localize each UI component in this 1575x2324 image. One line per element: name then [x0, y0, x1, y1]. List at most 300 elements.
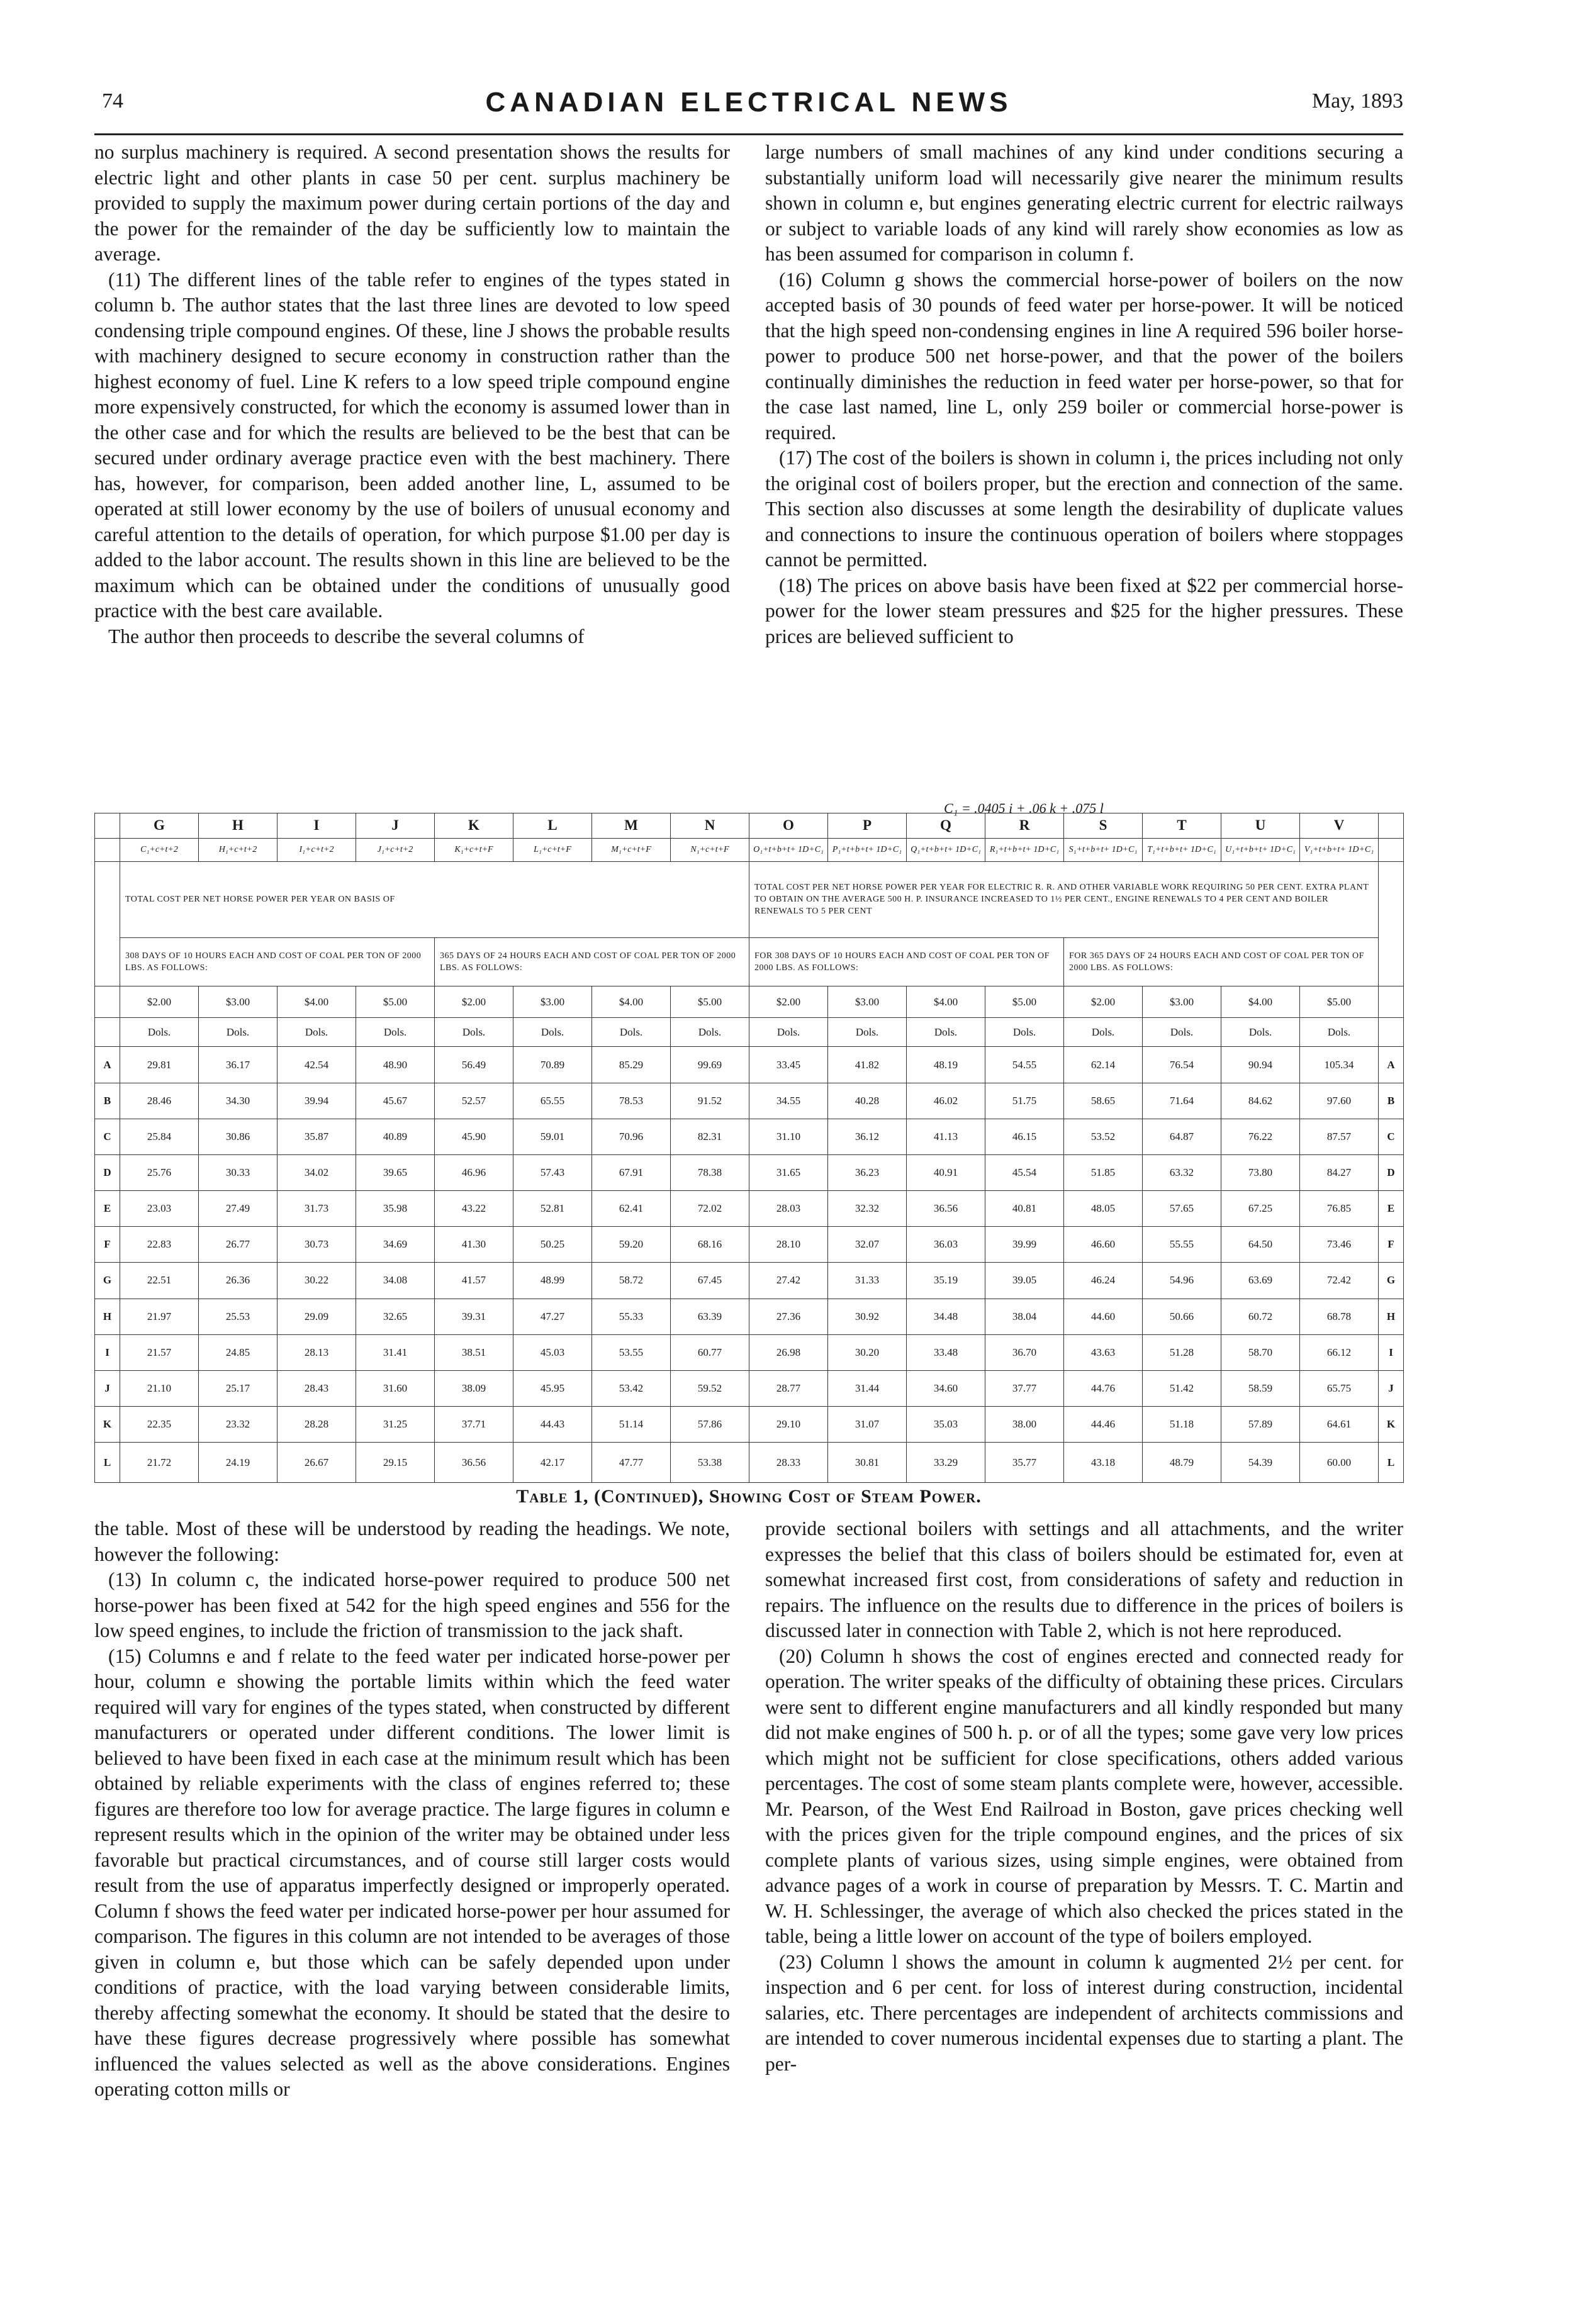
cost-value: 35.19 — [907, 1263, 985, 1299]
column-formula: L₁+c+t+F — [513, 838, 592, 861]
cost-value: 26.98 — [749, 1334, 828, 1370]
row-label: A — [1379, 1047, 1404, 1083]
cost-value: 43.63 — [1064, 1334, 1143, 1370]
cost-value: 48.90 — [356, 1047, 435, 1083]
cost-value: 48.99 — [513, 1263, 592, 1299]
unit-label: Dols. — [1300, 1018, 1379, 1047]
cost-value: 34.02 — [277, 1154, 356, 1190]
row-label: C — [1379, 1119, 1404, 1154]
row-label: I — [95, 1334, 120, 1370]
cost-value: 70.89 — [513, 1047, 592, 1083]
cost-value: 76.22 — [1221, 1119, 1300, 1154]
row-label: C — [95, 1119, 120, 1154]
cost-value: 39.65 — [356, 1154, 435, 1190]
cost-value: 53.42 — [592, 1370, 671, 1406]
cost-value: 59.52 — [671, 1370, 749, 1406]
table-row — [95, 1227, 1404, 1263]
cost-value: 66.12 — [1300, 1334, 1379, 1370]
top-left-column — [94, 140, 730, 649]
subgroup-header: FOR 365 DAYS OF 24 HOURS EACH AND COST OF COAL PER TON OF 2000 LBS. AS FOLLOWS: — [1064, 937, 1379, 986]
cost-value: 64.87 — [1143, 1119, 1221, 1154]
table-row — [95, 1154, 1404, 1190]
steam-cost-table — [94, 813, 1404, 1483]
cost-value: 45.67 — [356, 1083, 435, 1119]
bottom-left-column — [94, 1516, 730, 2103]
row-label: G — [95, 1263, 120, 1299]
cost-value: 70.96 — [592, 1119, 671, 1154]
cost-value: 25.53 — [199, 1299, 277, 1334]
cost-value: 71.64 — [1143, 1083, 1221, 1119]
cost-value: 25.84 — [120, 1119, 199, 1154]
coal-price: $5.00 — [1300, 986, 1379, 1018]
cost-value: 40.91 — [907, 1154, 985, 1190]
cost-value: 46.60 — [1064, 1227, 1143, 1263]
cost-value: 48.79 — [1143, 1443, 1221, 1483]
column-formula: I₁+c+t+2 — [277, 838, 356, 861]
row-label: K — [95, 1407, 120, 1443]
cost-value: 41.30 — [435, 1227, 513, 1263]
cost-value: 60.72 — [1221, 1299, 1300, 1334]
column-formula: N₁+c+t+F — [671, 838, 749, 861]
cost-value: 87.57 — [1300, 1119, 1379, 1154]
table-row — [95, 1119, 1404, 1154]
cost-value: 48.05 — [1064, 1191, 1143, 1227]
unit-label: Dols. — [749, 1018, 828, 1047]
cost-value: 38.51 — [435, 1334, 513, 1370]
table-row — [95, 1407, 1404, 1443]
column-letter: H — [199, 813, 277, 839]
table-row — [95, 1299, 1404, 1334]
column-letter: K — [435, 813, 513, 839]
cost-value: 31.60 — [356, 1370, 435, 1406]
cost-value: 57.65 — [1143, 1191, 1221, 1227]
cost-value: 23.03 — [120, 1191, 199, 1227]
cost-value: 53.52 — [1064, 1119, 1143, 1154]
cost-value: 50.25 — [513, 1227, 592, 1263]
cost-value: 28.03 — [749, 1191, 828, 1227]
cost-value: 46.15 — [985, 1119, 1064, 1154]
paragraph: no surplus machinery is required. A second presentation shows the results for electric light and other plants in case 50 per cent. surplus machinery be provided to supply the maximum power during certain portions of the day and the power for the remainder of the day be sufficiently low to maintain the average. — [94, 141, 730, 265]
cost-value: 59.01 — [513, 1119, 592, 1154]
row-label-header — [95, 813, 120, 839]
cost-value: 59.20 — [592, 1227, 671, 1263]
cost-value: 63.32 — [1143, 1154, 1221, 1190]
cost-value: 34.30 — [199, 1083, 277, 1119]
row-label: F — [1379, 1227, 1404, 1263]
cost-value: 53.38 — [671, 1443, 749, 1483]
cost-value: 29.15 — [356, 1443, 435, 1483]
cost-value: 51.85 — [1064, 1154, 1143, 1190]
cost-value: 51.75 — [985, 1083, 1064, 1119]
cost-value: 25.17 — [199, 1370, 277, 1406]
cost-value: 22.83 — [120, 1227, 199, 1263]
cost-value: 27.42 — [749, 1263, 828, 1299]
cost-value: 30.92 — [828, 1299, 907, 1334]
cost-value: 31.65 — [749, 1154, 828, 1190]
cost-value: 56.49 — [435, 1047, 513, 1083]
cost-value: 67.25 — [1221, 1191, 1300, 1227]
cost-value: 34.48 — [907, 1299, 985, 1334]
cost-value: 26.67 — [277, 1443, 356, 1483]
column-formula: V₁+t+b+t+ 1D+C₁ — [1300, 838, 1379, 861]
cost-value: 90.94 — [1221, 1047, 1300, 1083]
row-label: H — [95, 1299, 120, 1334]
column-letter: S — [1064, 813, 1143, 839]
cost-value: 43.18 — [1064, 1443, 1143, 1483]
coal-price: $4.00 — [1221, 986, 1300, 1018]
cost-value: 34.08 — [356, 1263, 435, 1299]
row-label: B — [95, 1083, 120, 1119]
cost-value: 65.55 — [513, 1083, 592, 1119]
cost-value: 32.07 — [828, 1227, 907, 1263]
cost-value: 52.81 — [513, 1191, 592, 1227]
unit-label: Dols. — [1064, 1018, 1143, 1047]
cost-value: 31.25 — [356, 1407, 435, 1443]
coal-price: $2.00 — [120, 986, 199, 1018]
row-label: F — [95, 1227, 120, 1263]
cost-value: 44.46 — [1064, 1407, 1143, 1443]
unit-label: Dols. — [907, 1018, 985, 1047]
cost-value: 37.71 — [435, 1407, 513, 1443]
cost-value: 42.17 — [513, 1443, 592, 1483]
table-row — [95, 838, 1404, 861]
cost-value: 42.54 — [277, 1047, 356, 1083]
unit-label: Dols. — [671, 1018, 749, 1047]
coal-price: $2.00 — [749, 986, 828, 1018]
cost-value: 57.86 — [671, 1407, 749, 1443]
cost-value: 60.00 — [1300, 1443, 1379, 1483]
unit-label: Dols. — [199, 1018, 277, 1047]
top-right-column — [765, 140, 1403, 649]
cost-value: 27.49 — [199, 1191, 277, 1227]
cost-value: 99.69 — [671, 1047, 749, 1083]
table-row — [95, 1263, 1404, 1299]
paragraph: (13) In column c, the indicated horse-power required to produce 500 net horse-power has been fixed at 542 for the high speed engines and 556 for the low speed engines, to include the friction of transmission to the jack shaft. — [94, 1568, 730, 1641]
cost-value: 43.22 — [435, 1191, 513, 1227]
table-row — [95, 861, 1404, 937]
cost-value: 73.80 — [1221, 1154, 1300, 1190]
cost-value: 35.77 — [985, 1443, 1064, 1483]
cost-value: 39.99 — [985, 1227, 1064, 1263]
cost-value: 44.60 — [1064, 1299, 1143, 1334]
cost-value: 41.13 — [907, 1119, 985, 1154]
cost-value: 34.55 — [749, 1083, 828, 1119]
cost-value: 65.75 — [1300, 1370, 1379, 1406]
cost-value: 46.96 — [435, 1154, 513, 1190]
unit-label: Dols. — [356, 1018, 435, 1047]
cost-value: 84.62 — [1221, 1083, 1300, 1119]
subgroup-header: FOR 308 DAYS OF 10 HOURS EACH AND COST OF COAL PER TON OF 2000 LBS. AS FOLLOWS: — [749, 937, 1064, 986]
cost-value: 45.03 — [513, 1334, 592, 1370]
paragraph: (17) The cost of the boilers is shown in column i, the prices including not only the original cost of boilers proper, but the erection and connection of the same. This section also discusses at some length the desirability of duplicate values and connections to insure the continuous operation of boilers where stoppages cannot be permitted. — [765, 447, 1403, 571]
table-row — [95, 1018, 1404, 1047]
cost-value: 97.60 — [1300, 1083, 1379, 1119]
paragraph: (16) Column g shows the commercial horse-power of boilers on the now accepted basis of 30 pounds of feed water per horse-power. It will be noticed that the high speed non-condensing engines in line A required 596 boiler horse-power to produce 500 net horse-power, and that the power of the boilers continually diminishes the reduction in feed water per horse-power, so that for the case last named, line L, only 259 boiler or commercial horse-power is required. — [765, 268, 1403, 444]
cost-value: 28.33 — [749, 1443, 828, 1483]
coal-price: $2.00 — [435, 986, 513, 1018]
coal-price: $5.00 — [985, 986, 1064, 1018]
cost-value: 55.33 — [592, 1299, 671, 1334]
column-formula: C₁+c+t+2 — [120, 838, 199, 861]
column-letter: O — [749, 813, 828, 839]
cost-value: 52.57 — [435, 1083, 513, 1119]
page-header — [94, 87, 1403, 131]
cost-value: 60.77 — [671, 1334, 749, 1370]
cost-value: 58.65 — [1064, 1083, 1143, 1119]
cost-value: 78.53 — [592, 1083, 671, 1119]
cost-value: 53.55 — [592, 1334, 671, 1370]
cost-value: 35.98 — [356, 1191, 435, 1227]
cost-value: 22.51 — [120, 1263, 199, 1299]
cost-value: 105.34 — [1300, 1047, 1379, 1083]
cost-value: 48.19 — [907, 1047, 985, 1083]
cost-value: 51.18 — [1143, 1407, 1221, 1443]
cost-value: 40.81 — [985, 1191, 1064, 1227]
table-row — [95, 813, 1404, 839]
column-formula: U₁+t+b+t+ 1D+C₁ — [1221, 838, 1300, 861]
cost-value: 32.65 — [356, 1299, 435, 1334]
cost-value: 45.90 — [435, 1119, 513, 1154]
cost-value: 31.73 — [277, 1191, 356, 1227]
paragraph: large numbers of small machines of any kind under conditions securing a substantially uniform load will necessarily give nearer the minimum results shown in column e, but engines generating electric current for electric railways or subject to variable loads of any kind will rarely show economies as low as has been assumed for comparison in column f. — [765, 141, 1403, 265]
right-group-header: TOTAL COST PER NET HORSE POWER PER YEAR FOR ELECTRIC R. R. AND OTHER VARIABLE WORK REQUIRING 50 PER CENT. EXTRA PLANT TO OBTAIN ON THE AVERAGE 500 H. P. INSURANCE INCREASED TO 1½ PER CENT., ENGINE RENEWALS TO 4 PER CENT AND BOILER RENEWALS TO 5 PER CENT — [749, 861, 1379, 937]
cost-value: 58.59 — [1221, 1370, 1300, 1406]
cost-value: 28.13 — [277, 1334, 356, 1370]
cost-value: 35.03 — [907, 1407, 985, 1443]
cost-value: 58.72 — [592, 1263, 671, 1299]
cost-value: 34.69 — [356, 1227, 435, 1263]
table-row — [95, 1083, 1404, 1119]
cost-value: 29.09 — [277, 1299, 356, 1334]
row-label: J — [1379, 1370, 1404, 1406]
row-label: E — [1379, 1191, 1404, 1227]
cost-value: 21.10 — [120, 1370, 199, 1406]
cost-value: 91.52 — [671, 1083, 749, 1119]
header-rule — [94, 133, 1403, 135]
cost-value: 33.45 — [749, 1047, 828, 1083]
column-letter: N — [671, 813, 749, 839]
table-row — [95, 1370, 1404, 1406]
cost-value: 28.28 — [277, 1407, 356, 1443]
table-row — [95, 1334, 1404, 1370]
column-letter: R — [985, 813, 1064, 839]
cost-value: 37.77 — [985, 1370, 1064, 1406]
cost-value: 38.09 — [435, 1370, 513, 1406]
row-label: B — [1379, 1083, 1404, 1119]
cost-value: 36.56 — [907, 1191, 985, 1227]
cost-value: 45.54 — [985, 1154, 1064, 1190]
row-label: L — [95, 1443, 120, 1483]
row-label: D — [1379, 1154, 1404, 1190]
column-formula: S₁+t+b+t+ 1D+C₁ — [1064, 838, 1143, 861]
cost-value: 46.02 — [907, 1083, 985, 1119]
paragraph: (18) The prices on above basis have been fixed at $22 per commercial horse-power for the lower steam pressures and $25 for the higher pressures. These prices are believed sufficient to — [765, 574, 1403, 647]
row-label: H — [1379, 1299, 1404, 1334]
cost-value: 34.60 — [907, 1370, 985, 1406]
paragraph: (23) Column l shows the amount in column k augmented 2½ per cent. for inspection and 6 per cent. for loss of interest during construction, incidental salaries, etc. There percentages are independent of architects commissions and are intended to cover numerous incidental expenses due to starting a plant. The per- — [765, 1950, 1403, 2075]
column-formula: T₁+t+b+t+ 1D+C₁ — [1143, 838, 1221, 861]
cost-value: 62.41 — [592, 1191, 671, 1227]
column-formula: O₁+t+b+t+ 1D+C₁ — [749, 838, 828, 861]
cost-value: 32.32 — [828, 1191, 907, 1227]
cost-value: 45.95 — [513, 1370, 592, 1406]
table-caption: Table 1, (Continued), Showing Cost of Steam Power. — [516, 1486, 982, 1507]
cost-value: 44.43 — [513, 1407, 592, 1443]
column-letter: T — [1143, 813, 1221, 839]
cost-value: 35.87 — [277, 1119, 356, 1154]
table-row — [95, 1443, 1404, 1483]
cost-value: 54.55 — [985, 1047, 1064, 1083]
cost-value: 84.27 — [1300, 1154, 1379, 1190]
column-letter: M — [592, 813, 671, 839]
cost-value: 29.10 — [749, 1407, 828, 1443]
row-label: L — [1379, 1443, 1404, 1483]
coal-price: $3.00 — [513, 986, 592, 1018]
cost-value: 38.00 — [985, 1407, 1064, 1443]
cost-value: 30.73 — [277, 1227, 356, 1263]
column-letter: P — [828, 813, 907, 839]
cost-value: 72.02 — [671, 1191, 749, 1227]
paragraph: (15) Columns e and f relate to the feed water per indicated horse-power per hour, column e showing the portable limits within which the feed water required will vary for engines of the types stated, when constructed by different manufacturers or operated under different conditions. The lower limit is believed to have been fixed in each case at the minimum result which has been obtained by reliable experiments with the class of engines referred to; these figures are therefore too low for average practice. The large figures in column e represent results which in the opinion of the writer may be obtained under less favorable but practical circumstances, and of course still larger costs would result from the use of apparatus imperfectly designed or improperly operated. Column f shows the feed water per indicated horse-power per hour assumed for comparison. The figures in this column are not intended to be averages of those given in column e, but those which can be safely depended upon under conditions of practice, with the load varying between considerable limits, thereby affecting somewhat the economy. It should be stated that the desire to have these figures decrease progressively where possible has somewhat influenced the values selected as well as the above considerations. Engines operating cotton mills or — [94, 1645, 730, 2100]
cost-value: 41.57 — [435, 1263, 513, 1299]
cost-value: 30.86 — [199, 1119, 277, 1154]
cost-value: 36.03 — [907, 1227, 985, 1263]
unit-label: Dols. — [985, 1018, 1064, 1047]
cost-value: 40.89 — [356, 1119, 435, 1154]
cost-value: 36.12 — [828, 1119, 907, 1154]
cost-value: 21.97 — [120, 1299, 199, 1334]
coal-price: $5.00 — [671, 986, 749, 1018]
cost-value: 29.81 — [120, 1047, 199, 1083]
subgroup-header: 308 DAYS OF 10 HOURS EACH AND COST OF COAL PER TON OF 2000 LBS. AS FOLLOWS: — [120, 937, 435, 986]
cost-value: 39.31 — [435, 1299, 513, 1334]
cost-value: 67.91 — [592, 1154, 671, 1190]
unit-label: Dols. — [1221, 1018, 1300, 1047]
cost-value: 36.17 — [199, 1047, 277, 1083]
cost-value: 31.07 — [828, 1407, 907, 1443]
column-letter: I — [277, 813, 356, 839]
cost-value: 64.50 — [1221, 1227, 1300, 1263]
cost-value: 22.35 — [120, 1407, 199, 1443]
row-label: J — [95, 1370, 120, 1406]
row-label: D — [95, 1154, 120, 1190]
column-formula: R₁+t+b+t+ 1D+C₁ — [985, 838, 1064, 861]
cost-value: 21.57 — [120, 1334, 199, 1370]
column-letter: V — [1300, 813, 1379, 839]
page-number: 74 — [102, 89, 123, 113]
cost-value: 28.46 — [120, 1083, 199, 1119]
coal-price: $4.00 — [277, 986, 356, 1018]
row-label-header — [1379, 813, 1404, 839]
cost-value: 30.81 — [828, 1443, 907, 1483]
cost-value: 24.19 — [199, 1443, 277, 1483]
row-label: G — [1379, 1263, 1404, 1299]
cost-value: 64.61 — [1300, 1407, 1379, 1443]
column-letter: U — [1221, 813, 1300, 839]
column-letter: J — [356, 813, 435, 839]
column-formula: K₁+c+t+F — [435, 838, 513, 861]
coal-price: $3.00 — [828, 986, 907, 1018]
paragraph: (20) Column h shows the cost of engines erected and connected ready for operation. The writer speaks of the difficulty of obtaining these prices. Circulars were sent to different engine manufacturers and all kindly responded but many did not make engines of 500 h. p. or of all the types; some gave very low prices which might not be sufficient for close specifications, others added various percentages. The cost of some steam plants complete were, however, accessible. Mr. Pearson, of the West End Railroad in Boston, gave prices checking well with the prices given for the triple compound engines, and the prices of six complete plants of various sizes, using simple engines, were obtained from advance pages of a work in course of preparation by Messrs. T. C. Martin and W. H. Schlessinger, the average of which also checked the prices stated in the table, being a little lower on account of the type of boilers employed. — [765, 1645, 1403, 1947]
cost-value: 67.45 — [671, 1263, 749, 1299]
cost-value: 39.94 — [277, 1083, 356, 1119]
paragraph: provide sectional boilers with settings and all attachments, and the writer expresses the belief that this class of boilers should be estimated for, even at somewhat increased first cost, from considerations of safety and reduction in repairs. The influence on the results due to difference in the prices of boilers is discussed later in connection with Table 2, which is not here reproduced. — [765, 1517, 1403, 1641]
paragraph: the table. Most of these will be understood by reading the headings. We note, however the following: — [94, 1517, 730, 1565]
cost-value: 31.41 — [356, 1334, 435, 1370]
row-label: I — [1379, 1334, 1404, 1370]
cost-value: 54.96 — [1143, 1263, 1221, 1299]
cost-value: 26.36 — [199, 1263, 277, 1299]
unit-label: Dols. — [435, 1018, 513, 1047]
table-row — [95, 937, 1404, 986]
cost-value: 76.85 — [1300, 1191, 1379, 1227]
issue-date: May, 1893 — [1311, 89, 1403, 113]
cost-value: 21.72 — [120, 1443, 199, 1483]
column-formula: H₁+c+t+2 — [199, 838, 277, 861]
unit-label: Dols. — [120, 1018, 199, 1047]
cost-value: 40.28 — [828, 1083, 907, 1119]
row-label: E — [95, 1191, 120, 1227]
cost-value: 36.70 — [985, 1334, 1064, 1370]
cost-value: 31.44 — [828, 1370, 907, 1406]
cost-value: 30.22 — [277, 1263, 356, 1299]
cost-value: 28.77 — [749, 1370, 828, 1406]
cost-value: 58.70 — [1221, 1334, 1300, 1370]
cost-value: 51.42 — [1143, 1370, 1221, 1406]
cost-value: 76.54 — [1143, 1047, 1221, 1083]
cost-value: 54.39 — [1221, 1443, 1300, 1483]
column-formula: P₁+t+b+t+ 1D+C₁ — [828, 838, 907, 861]
cost-value: 28.43 — [277, 1370, 356, 1406]
table-formula: C₁ = .0405 i + .06 k + .075 l — [944, 800, 1104, 816]
cost-value: 36.23 — [828, 1154, 907, 1190]
cost-value: 39.05 — [985, 1263, 1064, 1299]
unit-label: Dols. — [513, 1018, 592, 1047]
cost-value: 78.38 — [671, 1154, 749, 1190]
cost-value: 25.76 — [120, 1154, 199, 1190]
cost-value: 27.36 — [749, 1299, 828, 1334]
cost-value: 33.29 — [907, 1443, 985, 1483]
column-formula: J₁+c+t+2 — [356, 838, 435, 861]
cost-value: 46.24 — [1064, 1263, 1143, 1299]
cost-value: 63.39 — [671, 1299, 749, 1334]
unit-label: Dols. — [1143, 1018, 1221, 1047]
column-letter: G — [120, 813, 199, 839]
coal-price: $2.00 — [1064, 986, 1143, 1018]
cost-value: 38.04 — [985, 1299, 1064, 1334]
cost-value: 82.31 — [671, 1119, 749, 1154]
table-row — [95, 1191, 1404, 1227]
cost-value: 47.27 — [513, 1299, 592, 1334]
column-letter: L — [513, 813, 592, 839]
cost-value: 44.76 — [1064, 1370, 1143, 1406]
left-group-header: TOTAL COST PER NET HORSE POWER PER YEAR ON BASIS OF — [120, 861, 749, 937]
cost-value: 51.28 — [1143, 1334, 1221, 1370]
cost-value: 57.89 — [1221, 1407, 1300, 1443]
cost-value: 31.33 — [828, 1263, 907, 1299]
column-letter: Q — [907, 813, 985, 839]
unit-label: Dols. — [277, 1018, 356, 1047]
table-row — [95, 986, 1404, 1018]
cost-value: 33.48 — [907, 1334, 985, 1370]
cost-value: 68.78 — [1300, 1299, 1379, 1334]
bottom-right-column — [765, 1516, 1403, 2077]
coal-price: $4.00 — [592, 986, 671, 1018]
unit-label: Dols. — [592, 1018, 671, 1047]
column-formula: Q₁+t+b+t+ 1D+C₁ — [907, 838, 985, 861]
cost-value: 28.10 — [749, 1227, 828, 1263]
cost-value: 73.46 — [1300, 1227, 1379, 1263]
